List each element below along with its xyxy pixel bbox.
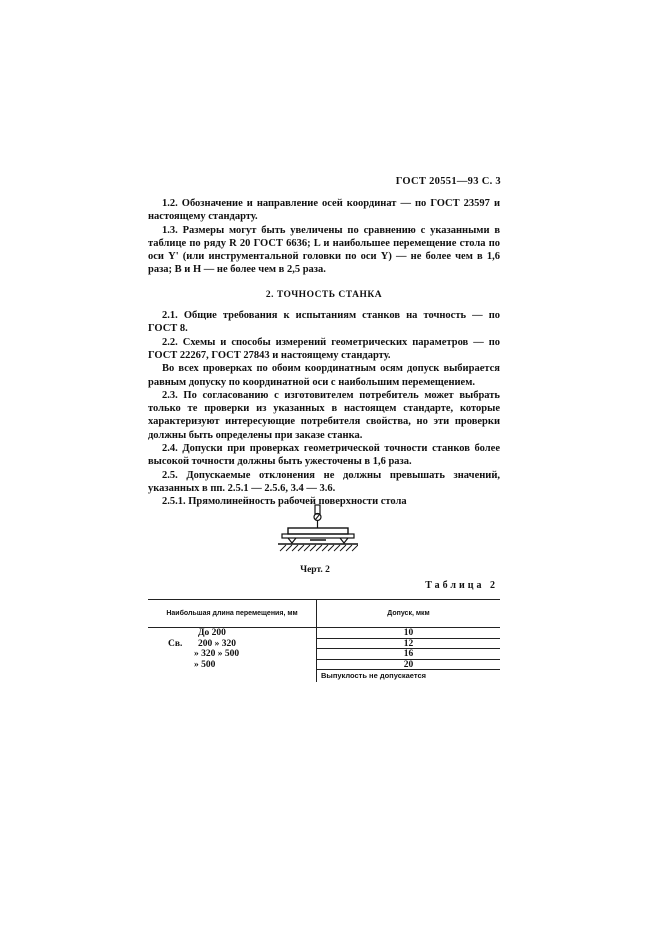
table-row <box>148 649 500 660</box>
paragraph-2-3: 2.3. По согласованию с изготовителем потребитель может выбрать только те проверки из указанных в настоящем стандарте, которые характеризуют интересующие потребителя свойства, но эти проверки должны быть определены при заказе станка. <box>148 389 500 441</box>
section-title: 2. ТОЧНОСТЬ СТАНКА <box>265 289 383 300</box>
tolerance-table <box>148 599 500 682</box>
base-hatching <box>280 545 358 551</box>
table-header <box>148 599 500 628</box>
paragraph-1-3: 1.3. Размеры могут быть увеличены по сравнению с указанными в таблице по ряду R 20 ГОСТ 6636; L и наибольшее перемещение стола по оси Y' (или инструментальной головки по оси Y) — не более чем в 1,6 раза; B и H — не более чем в 2,5 раза. <box>148 224 500 276</box>
paragraph-2-2-note: Во всех проверках по обоим координатным осям допуск выбирается равным допуску по координатной оси с наибольшим перемещением. <box>148 363 500 388</box>
row-range: До 200 <box>198 628 226 638</box>
table-row <box>148 628 500 639</box>
paragraph-2-5: 2.5. Допускаемые отклонения не должны превышать значений, указанных в пп. 2.5.1 — 2.5.6, 3.4 — 3.6. <box>148 469 500 494</box>
straightedge <box>288 528 348 534</box>
row-range: » 500 <box>194 659 216 670</box>
row-tolerance: 16 <box>317 649 500 660</box>
table-row <box>148 660 500 671</box>
paragraph-2-1: 2.1. Общие требования к испытаниям станков на точность — по ГОСТ 8. <box>148 310 500 335</box>
column-header-tolerance: Допуск, мкм <box>387 610 430 617</box>
dial-indicator-icon <box>314 505 321 528</box>
row-tolerance: 20 <box>317 660 500 671</box>
table-row <box>148 639 500 650</box>
paragraph-1-2: 1.2. Обозначение и направление осей координат — по ГОСТ 23597 и настоящему стандарту. <box>148 198 500 223</box>
measurement-diagram <box>278 503 358 555</box>
row-prefix: Св. <box>168 638 183 649</box>
paragraph-2-2: 2.2. Схемы и способы измерений геометрических параметров — по ГОСТ 22267, ГОСТ 27843 и настоящему стандарту. <box>148 336 500 361</box>
row-range: 200 » 320 <box>198 638 236 649</box>
row-tolerance: 12 <box>317 639 500 650</box>
table-note: Выпуклость не допускается <box>321 671 426 680</box>
paragraph-2-4: 2.4. Допуски при проверках геометрической точности станков более высокой точности должны быть ужесточены в 1,6 раза. <box>148 443 500 468</box>
table-footer <box>148 670 500 682</box>
row-range: » 320 » 500 <box>194 649 240 659</box>
table-surface <box>282 534 354 538</box>
row-tolerance: 10 <box>317 628 500 639</box>
figure-caption: Черт. 2 <box>300 565 330 575</box>
paragraph-2-5-1: 2.5.1. Прямолинейность рабочей поверхности стола <box>162 496 407 508</box>
body-text <box>148 197 500 509</box>
document-header: ГОСТ 20551—93 С. 3 <box>395 176 501 187</box>
column-header-length: Наибольшая длина перемещения, мм <box>148 600 317 627</box>
table-label: Таблица 2 <box>425 580 498 591</box>
